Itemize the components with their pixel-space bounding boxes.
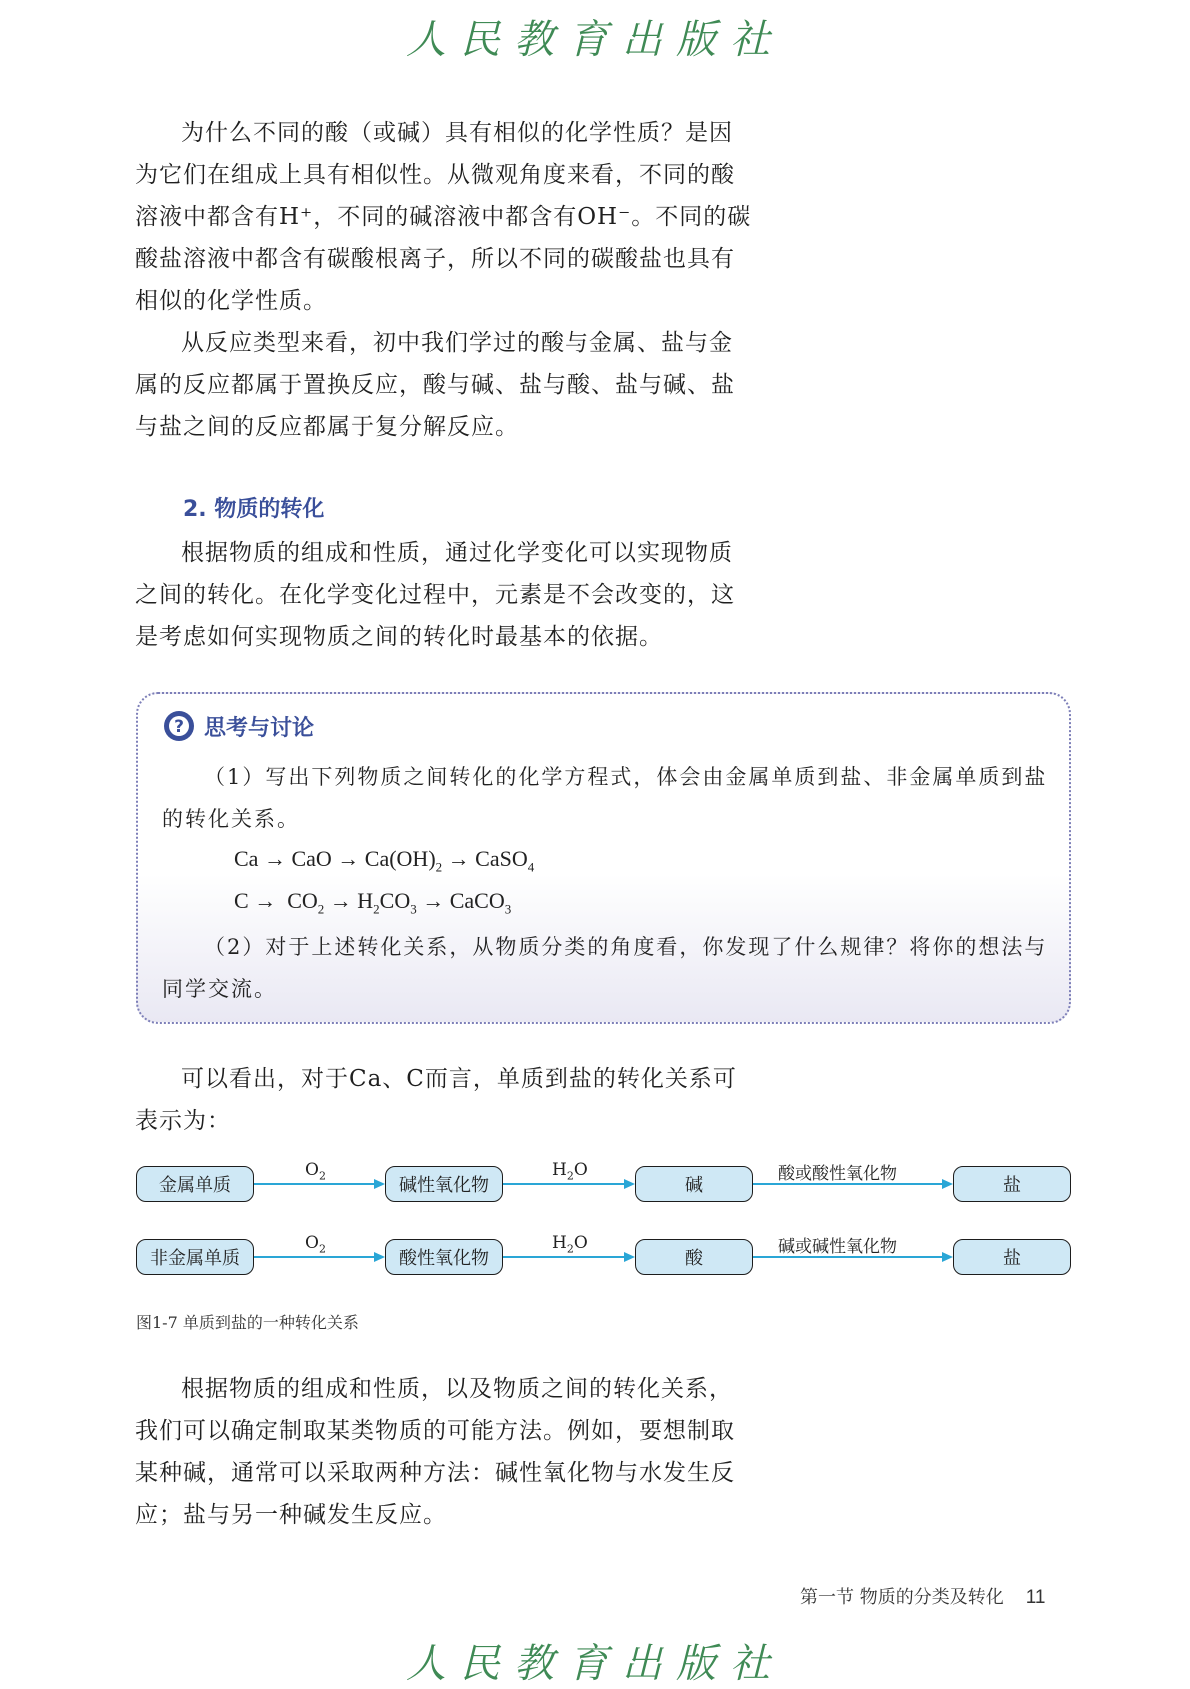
- paragraph-reaction-types: 从反应类型来看，初中我们学过的酸与金属、盐与金属的反应都属于置换反应，酸与碱、盐与酸、盐与碱、盐与盐之间的反应都属于复分解反应。: [135, 330, 735, 440]
- page-number: 11: [1025, 1587, 1046, 1608]
- paragraph-ca-c: 可以看出，对于Ca、C而言，单质到盐的转化关系可表示为：: [135, 1066, 737, 1134]
- svg-text:?: ?: [174, 717, 184, 737]
- equation-calcium: Ca → CaO → $Ca(OH)_2$ → CaSO$_4$: [234, 846, 535, 875]
- label-oxygen-row2: $O_2$: [305, 1233, 326, 1256]
- publisher-logo-top: 人民教育出版社: [406, 17, 784, 63]
- node-salt-2: 盐: [953, 1239, 1071, 1275]
- think-discuss-header: [162, 708, 314, 744]
- node-acidic-oxide: 酸性氧化物: [385, 1239, 503, 1275]
- label-oxygen-row1: $O_2$: [305, 1160, 326, 1183]
- node-base: 碱: [635, 1166, 753, 1202]
- publisher-logo-bottom: 人民教育出版社: [406, 1641, 784, 1687]
- paragraph-preparation: 根据物质的组成和性质，以及物质之间的转化关系，我们可以确定制取某类物质的可能方法。例如，要想制取某种碱，通常可以采取两种方法：碱性氧化物与水发生反应；盐与另一种碱发生反应。: [135, 1376, 735, 1528]
- paragraph-acid-base: 为什么不同的酸（或碱）具有相似的化学性质？是因为它们在组成上具有相似性。从微观角度来看，不同的酸溶液中都含有H⁺，不同的碱溶液中都含有OH⁻。不同的碳酸盐溶液中都含有碳酸根离子，所以不同的碳酸盐也具有相似的化学性质。: [135, 120, 752, 314]
- label-water-row2: $H_2O$: [552, 1233, 588, 1256]
- label-base-or-basic-oxide: 碱或碱性氧化物: [778, 1237, 897, 1257]
- question-bubble-icon: [162, 709, 196, 743]
- think-discuss-box: [136, 692, 1071, 1024]
- page-footer: [800, 1583, 1045, 1609]
- section-heading: 2. 物质的转化: [183, 497, 325, 522]
- question-1: （1）写出下列物质之间转化的化学方程式，体会由金属单质到盐、非金属单质到盐的转化关系。: [162, 765, 1048, 831]
- node-basic-oxide: 碱性氧化物: [385, 1166, 503, 1202]
- paragraph-conversion: 根据物质的组成和性质，通过化学变化可以实现物质之间的转化。在化学变化过程中，元素是不会改变的，这是考虑如何实现物质之间的转化时最基本的依据。: [135, 540, 735, 650]
- equation-carbon: $C \to CO_2 \to H_2CO_3$ → CaCO$_3$: [234, 888, 512, 917]
- footer-section: 第一节 物质的分类及转化: [800, 1587, 1004, 1608]
- node-acid: 酸: [635, 1239, 753, 1275]
- node-metal-element: 金属单质: [136, 1166, 254, 1202]
- node-nonmetal-element: 非金属单质: [136, 1239, 254, 1275]
- label-water-row1: $H_2O$: [552, 1160, 588, 1183]
- label-acid-or-acidic-oxide: 酸或酸性氧化物: [778, 1164, 897, 1184]
- think-discuss-title: 思考与讨论: [204, 715, 315, 741]
- figure-caption: 图1-7 单质到盐的一种转化关系: [136, 1313, 359, 1332]
- node-salt-1: 盐: [953, 1166, 1071, 1202]
- question-2: （2）对于上述转化关系，从物质分类的角度看，你发现了什么规律？将你的想法与同学交流。: [162, 935, 1048, 1001]
